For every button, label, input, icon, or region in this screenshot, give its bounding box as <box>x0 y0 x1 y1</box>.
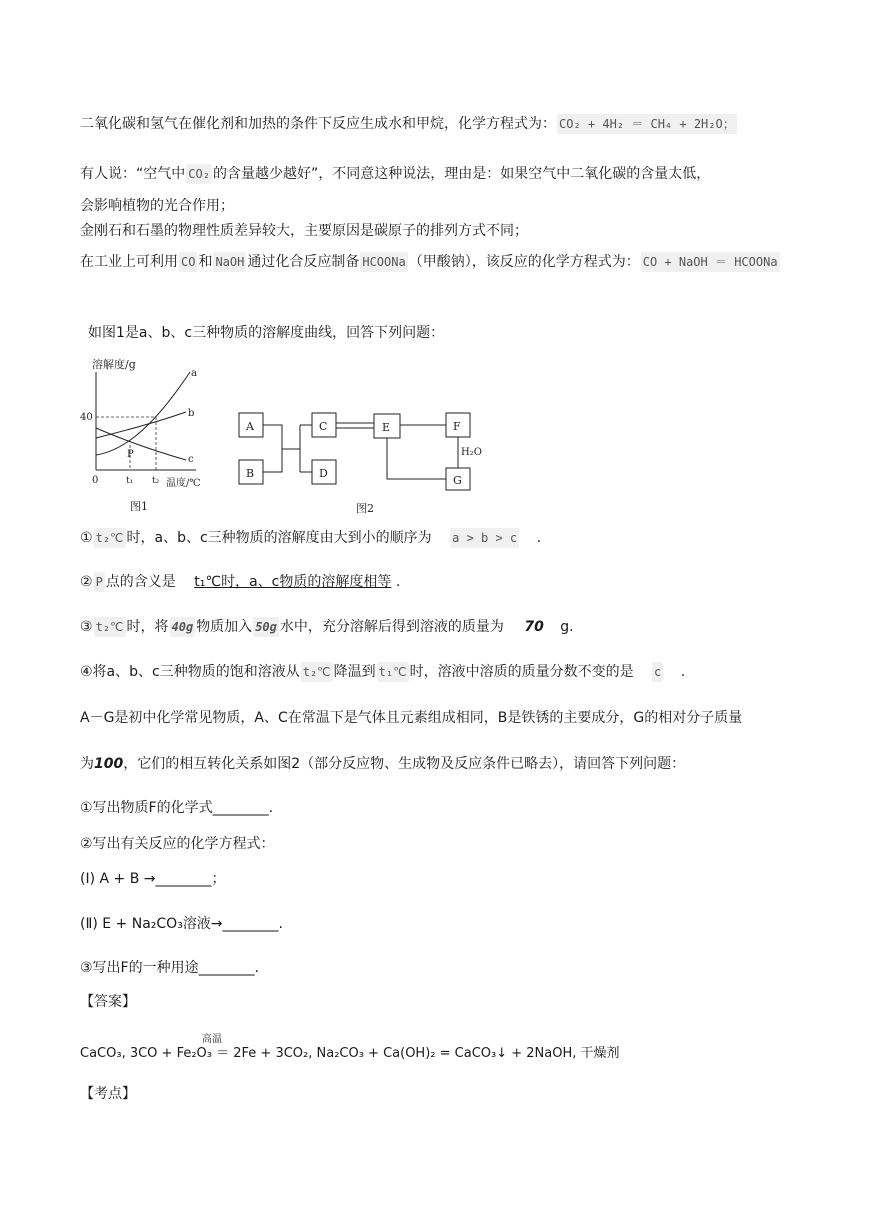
kaodian-heading: 【考点】 <box>80 1086 136 1102</box>
fig2-caption: 图2 <box>356 502 374 515</box>
text: （甲酸钠），该反应的化学方程式为： <box>408 254 640 270</box>
text: 有人说：“空气中 <box>80 166 186 182</box>
formula: 40g <box>170 617 196 637</box>
answer: t₁℃时，a、c物质的溶解度相等 <box>194 574 392 590</box>
text: ④将a、b、c三种物质的饱和溶液从 <box>80 664 300 680</box>
formula: t₂℃ <box>94 528 126 548</box>
text: 降温到 <box>333 664 376 680</box>
formula: t₁℃ <box>377 662 409 682</box>
sub-question-3: ③写出F的一种用途________. <box>80 960 260 976</box>
text: 在工业上可利用 <box>80 254 178 270</box>
text: 二氧化碳和氢气在催化剂和加热的条件下反应生成水和甲烷，化学方程式为： <box>80 116 556 132</box>
formula: CO₂ + 4H₂ ＝ CH₄ + 2H₂O； <box>557 114 737 134</box>
answer: a > b > c <box>450 528 519 548</box>
problem-line-2 <box>80 754 685 774</box>
fig1-t2: t₂ <box>152 476 160 486</box>
text: 时，a、b、c三种物质的溶解度由大到小的顺序为 <box>126 530 432 546</box>
node-c-label: C <box>319 420 328 433</box>
node-b-label: B <box>246 467 255 480</box>
text: . <box>536 530 542 546</box>
sub-question-1: ①写出物质F的化学式________. <box>80 800 274 816</box>
fig1-label-a: a <box>191 368 197 379</box>
formula: 50g <box>253 617 279 637</box>
answer-heading: 【答案】 <box>80 994 136 1010</box>
answer-equations: CaCO₃, 3CO + Fe₂O₃ ＝ 2Fe + 3CO₂, Na₂CO₃ + Ca(OH)₂ = CaCO₃↓ + 2NaOH, 干燥剂 <box>80 1046 620 1061</box>
ab-connector <box>263 425 282 472</box>
formula: CO <box>179 252 197 272</box>
figure-2-flow-diagram <box>232 400 492 518</box>
node-g-label: G <box>453 474 462 487</box>
answer-condition: 高温 <box>202 1034 222 1045</box>
node-a-label: A <box>246 420 254 433</box>
fig1-label-c: c <box>188 454 194 465</box>
formula: 100 <box>94 756 124 772</box>
sub-question-2-i: (Ⅰ) A + B →________； <box>80 871 226 887</box>
formula: t₂℃ <box>301 662 333 682</box>
fig1-origin: 0 <box>92 475 99 486</box>
question-2 <box>80 572 400 592</box>
fig1-ylabel: 溶解度/g <box>92 358 136 371</box>
fig1-label-p: P <box>127 449 134 460</box>
fig1-caption: 图1 <box>130 500 148 513</box>
fig1-curve-a <box>96 372 190 455</box>
question-4 <box>80 662 685 682</box>
question-1 <box>80 528 541 548</box>
g-to-e <box>387 438 446 479</box>
text: ，它们的相互转化关系如图2（部分反应物、生成物及反应条件已略去），请回答下列问题： <box>123 756 686 772</box>
question-intro: 如图1是a、b、c三种物质的溶解度曲线，回答下列问题： <box>88 325 445 341</box>
text: 为 <box>80 756 94 772</box>
problem-line-1: A－G是初中化学常见物质，A、C在常温下是气体且元素组成相同，B是铁锈的主要成分，G的相对分子质量 <box>80 710 743 726</box>
node-e-label: E <box>382 421 391 434</box>
formula: P <box>94 572 105 592</box>
text: 通过化合反应制备 <box>247 254 360 270</box>
fig1-curve-c <box>96 428 186 460</box>
figure-1-solubility-chart <box>78 350 218 515</box>
text: 水中，充分溶解后得到溶液的质量为 <box>279 619 504 635</box>
fig1-t1: t₁ <box>126 476 134 486</box>
line-sodium-formate <box>80 252 781 272</box>
fig1-tick-40: 40 <box>80 412 93 423</box>
line-co2-hydrogen <box>80 114 738 134</box>
text: . <box>680 664 686 680</box>
formula: CO₂ <box>186 164 212 184</box>
text: ② <box>80 574 93 590</box>
text: 和 <box>198 254 213 270</box>
text: ① <box>80 530 93 546</box>
answer: c <box>652 662 663 682</box>
line-diamond-graphite: 金刚石和石墨的物理性质差异较大，主要原因是碳原子的排列方式不同； <box>80 223 528 239</box>
text: ③ <box>80 619 93 635</box>
text: 时，将 <box>126 619 169 635</box>
text: 物质加入 <box>196 619 253 635</box>
formula: CO + NaOH ＝ HCOONa <box>641 252 780 272</box>
text: 点的含义是 <box>105 574 176 590</box>
formula: NaOH <box>213 252 246 272</box>
formula: t₂℃ <box>94 617 126 637</box>
text: 时，溶液中溶质的质量分数不变的是 <box>409 664 634 680</box>
line-air-co2 <box>80 164 710 184</box>
line-photosynthesis: 会影响植物的光合作用； <box>80 198 234 214</box>
node-f-label: F <box>453 420 461 433</box>
node-d-label: D <box>319 467 328 480</box>
text: g. <box>560 619 574 635</box>
sub-question-2-ii: (Ⅱ) E + Na₂CO₃溶液→________. <box>80 916 283 932</box>
sub-question-2: ②写出有关反应的化学方程式： <box>80 836 275 852</box>
fig1-label-b: b <box>188 408 195 419</box>
formula: HCOONa <box>360 252 407 272</box>
text: 的含量越少越好”，不同意这种说法，理由是：如果空气中二氧化碳的含量太低， <box>212 166 711 182</box>
text: . <box>395 574 401 590</box>
question-3 <box>80 617 574 637</box>
fig1-xlabel: 温度/℃ <box>166 478 201 489</box>
answer: 70 <box>524 619 544 635</box>
h2o-label: H₂O <box>461 447 482 458</box>
